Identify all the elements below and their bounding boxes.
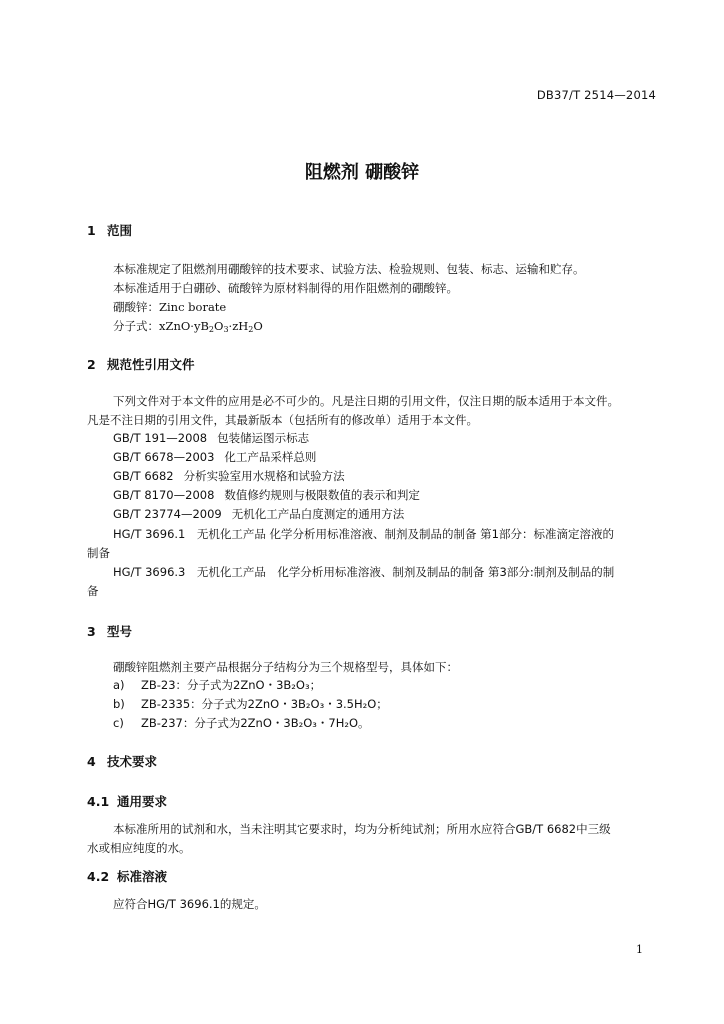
section-number: 3 — [87, 624, 96, 639]
section-title: 范围 — [107, 223, 133, 238]
reference-hg-3696-1-line-2: 制备 — [87, 546, 110, 560]
model-list-item — [113, 677, 321, 693]
reference-item — [113, 430, 309, 446]
list-marker: b) — [113, 697, 125, 711]
list-marker: c) — [113, 716, 124, 730]
reference-item — [113, 449, 316, 465]
section-4-1-heading — [87, 792, 167, 810]
normative-intro-line-2: 凡是不注日期的引用文件，其最新版本（包括所有的修改单）适用于本文件。 — [87, 413, 478, 427]
section-3-heading — [87, 622, 132, 640]
reference-title: 数值修约规则与极限数值的表示和判定 — [224, 488, 420, 502]
section-4-heading — [87, 752, 157, 770]
reference-title: 化工产品采样总则 — [224, 450, 317, 464]
reference-code: GB/T 6678—2003 — [113, 450, 215, 464]
reference-hg-3696-3-line-1: HG/T 3696.3 无机化工产品 化学分析用标准溶液、制剂及制品的制备 第3部分:制剂及制品的制 — [113, 565, 615, 579]
section-number: 1 — [87, 223, 96, 238]
section-number: 4.1 — [87, 794, 110, 809]
reference-code: GB/T 8170—2008 — [113, 488, 215, 502]
section-title: 通用要求 — [117, 794, 168, 809]
reference-item — [113, 468, 345, 484]
reference-title: 分析实验室用水规格和试验方法 — [183, 469, 345, 483]
model-list-item — [113, 696, 388, 712]
name-value: Zinc borate — [159, 300, 227, 314]
list-item-text: ZB-237：分子式为2ZnO・3B₂O₃・7H₂O。 — [141, 716, 370, 730]
section-number: 4 — [87, 754, 96, 769]
model-intro: 硼酸锌阻燃剂主要产品根据分子结构分为三个规格型号，具体如下： — [113, 660, 458, 674]
list-item-text: ZB-2335：分子式为2ZnO・3B₂O₃・3.5H₂O； — [141, 697, 388, 711]
formula-line — [113, 317, 263, 335]
molecular-formula: $xZnO\cdot yB_2O_3\cdot zH_2O$ — [159, 319, 263, 334]
scope-paragraph-2: 本标准适用于白硼砂、硫酸锌为原材料制得的用作阻燃剂的硼酸锌。 — [113, 281, 458, 295]
formula-label: 分子式： — [113, 319, 159, 333]
section-title: 技术要求 — [107, 754, 158, 769]
section-title: 型号 — [107, 624, 133, 639]
list-item-text: ZB-23：分子式为2ZnO・3B₂O₃； — [141, 678, 322, 692]
scope-paragraph-1: 本标准规定了阻燃剂用硼酸锌的技术要求、试验方法、检验规则、包装、标志、运输和贮存。 — [113, 262, 585, 276]
reference-code: GB/T 23774—2009 — [113, 507, 222, 521]
document-title: 阻燃剂 硼酸锌 — [304, 162, 420, 183]
reference-hg-3696-3-line-2: 备 — [87, 584, 99, 598]
section-2-heading — [87, 355, 195, 373]
standard-code: DB37/T 2514—2014 — [536, 88, 656, 102]
reference-hg-3696-1-line-1: HG/T 3696.1 无机化工产品 化学分析用标准溶液、制剂及制品的制备 第1部分：标准滴定溶液的 — [113, 527, 614, 541]
reference-item — [113, 506, 404, 522]
section-1-heading — [87, 221, 132, 239]
section-title: 规范性引用文件 — [107, 357, 195, 372]
name-line — [113, 298, 226, 316]
reference-title: 包装储运图示标志 — [217, 431, 310, 445]
reference-title: 无机化工产品白度测定的通用方法 — [231, 507, 405, 521]
section-4-2-heading — [87, 867, 167, 885]
section-number: 2 — [87, 357, 96, 372]
page-number: 1 — [636, 943, 643, 956]
model-list-item — [113, 715, 370, 731]
general-requirements-line-1: 本标准所用的试剂和水，当未注明其它要求时，均为分析纯试剂；所用水应符合GB/T 6682中三级 — [113, 822, 611, 836]
general-requirements-line-2: 水或相应纯度的水。 — [87, 841, 191, 855]
section-number: 4.2 — [87, 869, 110, 884]
section-title: 标准溶液 — [117, 869, 168, 884]
reference-code: GB/T 191—2008 — [113, 431, 208, 445]
name-label: 硼酸锌： — [113, 300, 159, 314]
list-marker: a) — [113, 678, 125, 692]
reference-item — [113, 487, 420, 503]
normative-intro-line-1: 下列文件对于本文件的应用是必不可少的。凡是注日期的引用文件，仅注日期的版本适用于本文件。 — [113, 394, 619, 408]
reference-code: GB/T 6682 — [113, 469, 174, 483]
standard-solution-text: 应符合HG/T 3696.1的规定。 — [113, 897, 266, 911]
